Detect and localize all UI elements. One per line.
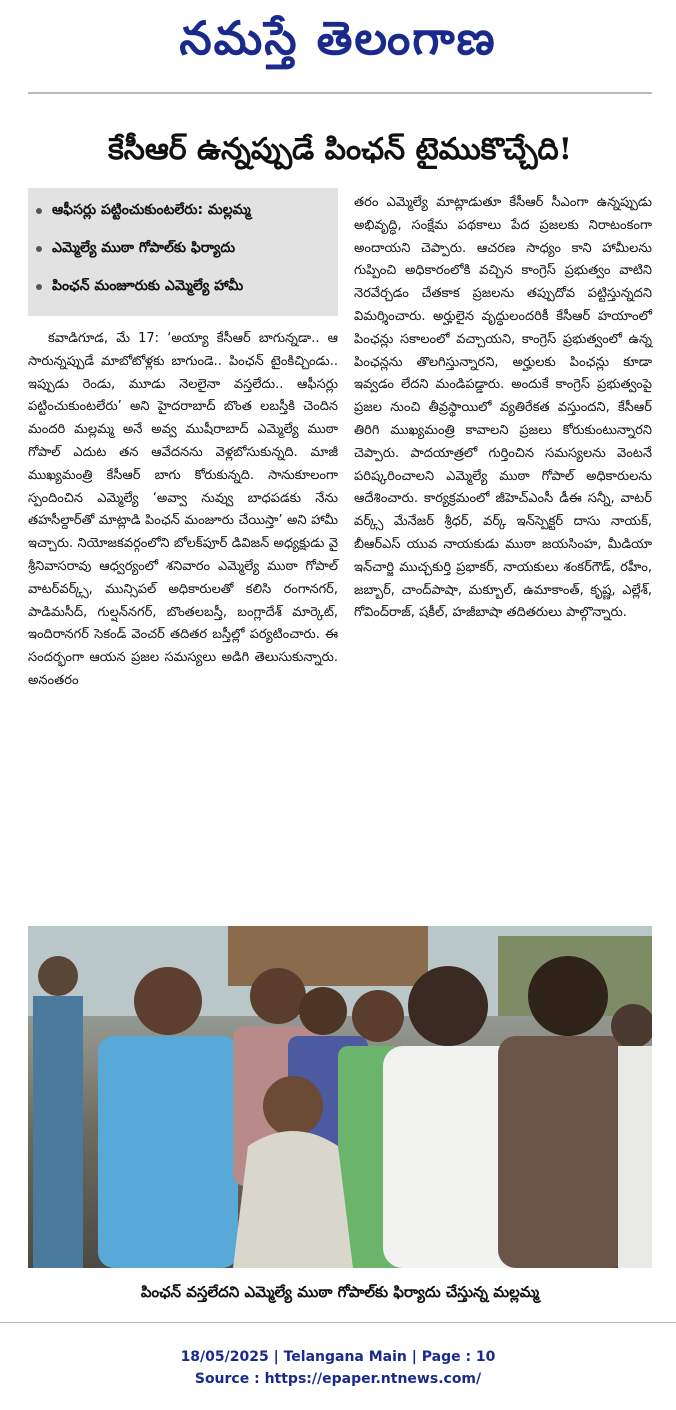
masthead-title: నమస్తే తెలంగాణ — [179, 11, 497, 65]
photo-caption: పింఛన్ వస్తలేదని ఎమ్మెల్యే ముఠా గోపాల్‌కు ఫిర్యాదు చేస్తున్న మల్లమ్మ — [140, 1283, 540, 1301]
highlight-text: ఎమ్మెల్యే ముఠా గోపాల్‌కు ఫిర్యాదు — [52, 239, 236, 256]
highlight-item — [36, 268, 330, 306]
highlight-item — [36, 192, 330, 230]
highlight-text: ఆఫీసర్లు పట్టించుకుంటలేరు: మల్లమ్మ — [52, 201, 251, 218]
article-column-right — [354, 192, 652, 625]
footer-date-line: 18/05/2025 | Telangana Main | Page : 10 — [180, 1349, 496, 1365]
highlight-text: పింఛన్ మంజూరుకు ఎమ్మెల్యే హామీ — [52, 277, 244, 294]
bullet-icon — [36, 208, 42, 214]
bullet-icon — [36, 246, 42, 252]
highlight-item — [36, 230, 330, 268]
headline: కేసీఆర్ ఉన్నప్పుడే పింఛన్ టైముకొచ్చేది! — [108, 132, 572, 167]
article-paragraph: కవాడిగూడ, మే 17: ‘అయ్యా కేసీఆర్ బాగున్నడా.. ఆ సారున్నప్పుడే మాబోటోళ్లకు బాగుండె.. పింఛన్ టైంకిచ్చిండు.. ఇప్పుడు రెండు, మూడు నెలలైనా వస్తలేదు.. ఆఫీసర్లు పట్టించుకుంటలేరు’ అని హైదరాబాద్ బొంత లబస్తీకి చెందిన మందరి మల్లమ్మ అనే అవ్వ ముషీరాబాద్ ఎమ్మెల్యే ముఠా గోపాల్ ఎదుట తన ఆవేదనను వెళ్లబోసుకున్నది. మాజీ ముఖ్యమంత్రి కేసీఆర్ బాగు కోరుకున్నది. సానుకూలంగా స్పందించిన ఎమ్మెల్యే ‘అవ్వా నువ్వు బాధపడకు నేను తహసీల్దార్‌తో మాట్లాడి పింఛన్ మంజూరు చేయిస్తా’ అని హామీ ఇచ్చారు. నియోజకవర్గంలోని బోలక్‌పూర్ డివిజన్ అధ్యక్షుడు వై శ్రీనివాసరావు ఆధ్వర్యంలో శనివారం ఎమ్మెల్యే ముఠా గోపాల్ వాటర్‌వర్క్స్, మున్సిపల్ అధికారులతో కలిసి రంగానగర్, పాడిమసీద్, గుల్షన్‌నగర్, బొంతలబస్తీ, బంగ్లాదేశ్ మార్కెట్, ఇందిరానగర్ సెకండ్ వెంచర్ తదితర బస్తీల్లో పర్యటించారు. ఈ సందర్భంగా ఆయన ప్రజల సమస్యలు అడిగి తెలుసుకున్నారు. అనంతరం — [28, 331, 338, 688]
footer-source-line: Source : https://epaper.ntnews.com/ — [194, 1371, 482, 1387]
news-photo — [28, 926, 652, 1268]
bullet-icon — [36, 284, 42, 290]
crowd-illustration — [28, 926, 652, 1268]
highlights-box — [28, 188, 338, 316]
footer — [0, 1346, 676, 1390]
masthead — [0, 0, 676, 88]
divider — [28, 92, 652, 94]
divider — [0, 1322, 676, 1323]
article-column-left — [28, 328, 338, 693]
article-paragraph: తరం ఎమ్మెల్యే మాట్లాడుతూ కేసీఆర్ సీఎంగా ఉన్నప్పుడు అభివృద్ధి, సంక్షేమ పథకాలు పేద ప్రజలకు నిరాటంకంగా అందాయని చెప్పారు. ఆచరణ సాధ్యం కాని హామీలను గుప్పించి అధికారంలోకి వచ్చిన కాంగ్రెస్ ప్రభుత్వం వాటిని నెరవేర్చడం చేతకాక ప్రజలను తప్పుదోవ పట్టిస్తున్నదని విమర్శించారు. అర్హులైన వృద్ధులందరికీ కేసీఆర్ హయాంలో పింఛన్లు సకాలంలో వచ్చాయని, కాంగ్రెస్ ప్రభుత్వంలో ఉన్న పింఛన్లను తొలగిస్తున్నారని, అర్హులకు పింఛన్లు కూడా ఇవ్వడం లేదని మండిపడ్డారు. అందుకే కాంగ్రెస్ ప్రభుత్వంపై ప్రజల నుంచి తీవ్రస్థాయిలో వ్యతిరేకత వస్తుందని, కేసీఆర్ తిరిగి ముఖ్యమంత్రి కావాలని ప్రజలు కోరుకుంటున్నారని చెప్పారు. పాదయాత్రలో గుర్తించిన సమస్యలను వెంటనే పరిష్కరించాలని ఎమ్మెల్యే ముఠా గోపాల్ అధికారులను ఆదేశించారు. కార్యక్రమంలో జీహెచ్ఎంసీ డీఈ సన్నీ, వాటర్ వర్క్స్ మేనేజర్ శ్రీధర్, వర్క్ ఇన్‌స్పెక్టర్ దాసు నాయక్, బీఆర్ఎస్ యువ నాయకుడు ముఠా జయసింహ, మీడియా ఇన్‌చార్జి ముచ్చకుర్తి ప్రభాకర్, నాయకులు శంకర్‌గౌడ్, రహీం, జబ్బార్, చాంద్‌పాషా, మక్బూల్, ఉమాకాంత్, కృష్ణ, ఎల్లేశ్, గోవింద్‌రాజ్, షకీల్, హజీబాషా తదితరులు పాల్గొన్నారు. — [354, 195, 652, 621]
